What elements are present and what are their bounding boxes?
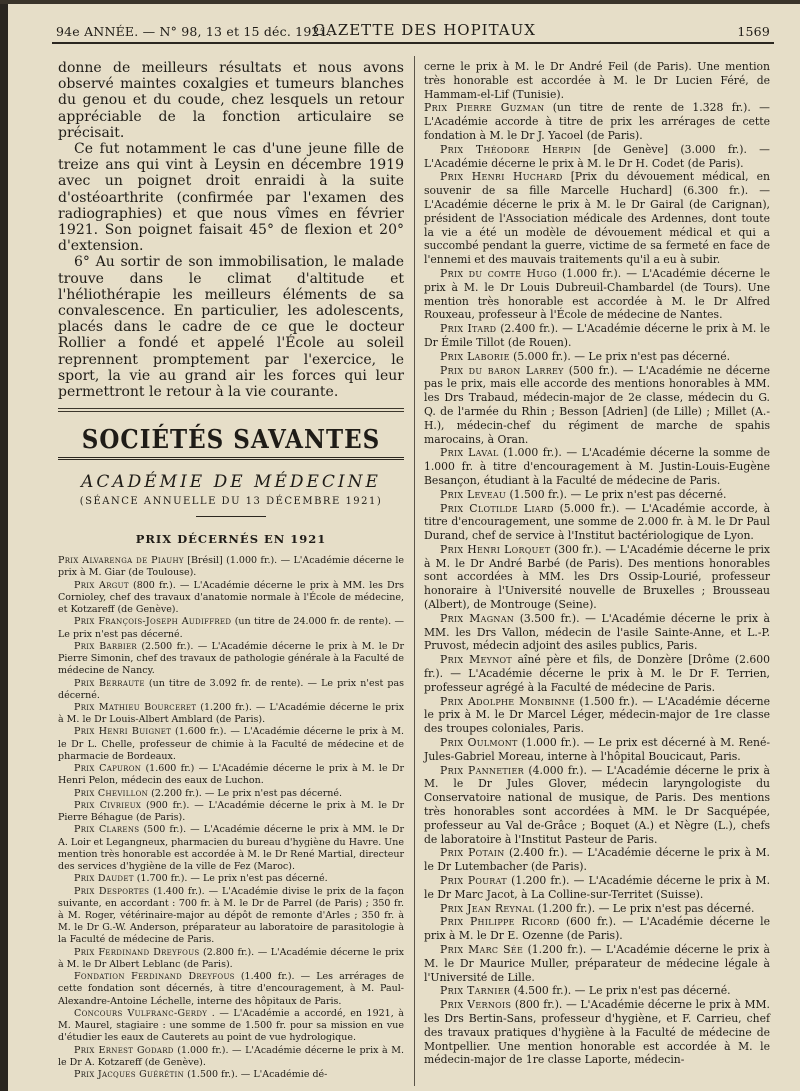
prize-entry [58,678,404,702]
prize-text: (1.000 fr.). — L'Académie décerne le prix à M. le Dr Louis Dubreuil-Chambardel (de Tours). Une mention très honorable est accordée à M. le Dr Alfred Rouxeau, professeur à l'École de médecine de Nantes. [424,266,770,322]
section-rule [58,408,404,409]
prize-text: (2.800 fr.). — L'Académie décerne le prix à M. le Dr Albert Leblanc (de Paris). [58,946,404,970]
prize-entry [58,788,404,800]
prize-text: (600 fr.). — L'Académie décerne le prix à M. le Dr E. Ozenne (de Paris). [424,915,770,943]
prize-text: (500 fr.). — L'Académie ne décerne pas le prix, mais elle accorde des mentions honorables à MM. les Drs Trabaud, médecin-major de 2e classe, médecin du G. Q. de l'armée du Rhin ; Besson [Adrien] (de Lille) ; Millet (A.-H.), médecin-chef du régiment de marche de spahis marocains, à Oran. [424,363,770,446]
prize-name: Prix Berraute [74,677,145,689]
page-top-edge [0,0,800,4]
prize-text: (1.200 fr.). — L'Académie décerne le prix à M. le Dr Marc Jacot, à La Colline-sur-Territet (Suisse). [424,874,771,901]
prize-entry [424,915,770,943]
prize-entry [424,695,770,736]
paragraph: Ce fut notamment le cas d'une jeune fille de treize ans qui vint à Leysin en décembre 1919 avec un poignet droit enraidi à la suite d'ostéoarthrite (confirmée par l'examen des radiographies) et que nous vîmes en février 1921. Son poignet faisait 45° de flexion et 20° d'extension. [58,141,404,255]
prize-text: (4.500 fr.). — Le prix n'est pas décerné. [513,984,731,998]
prize-text: (1.200 fr.). — L'Académie décerne le prix à M. le Dr Maurice Muller, préparateur de médecine légale à l'Université de Lille. [424,943,770,984]
prize-text: aîné père et fils, de Donzère [Drôme (2.600 fr.). — L'Académie décerne le prix à M. le Dr F. Terrien, professeur agrégé à la Faculté de médecine de Paris. [424,653,770,694]
prize-name: Prix Potain [440,846,505,860]
paragraph: donne de meilleurs résultats et nous avons observé maintes coxalgies et tumeurs blanches du genou et du coude, chez lesquels un retour appréciable de la fonction articulaire se précisait. [58,60,404,141]
header-rule [52,42,774,44]
prize-entry [424,488,770,502]
prize-entry [58,763,404,787]
prize-entry [424,543,770,612]
prize-name: Prix Meynot [440,653,513,667]
short-rule [196,516,266,517]
prize-text: (2.200 fr.). — Le prix n'est pas décerné. [151,787,343,799]
prize-text: (500 fr.). — L'Académie décerne le prix à MM. le Dr A. Loir et Legangneux, pharmacien du bureau d'hygiène du Havre. Une mention très honorable est accordée à M. le Dr René Martial, directeur des services d'hygiène de la ville de Fez (Maroc). [58,824,404,873]
section-rule [58,411,404,412]
prize-name: Prix Jean Reynal [440,901,535,915]
prize-entry [424,170,770,267]
prize-name: Prix Henri Buignet [74,726,172,738]
prize-entry [58,800,404,824]
prize-entry [58,1008,404,1045]
prize-name: Prix Argut [74,579,129,591]
prize-entry [424,984,770,998]
prize-entry [424,943,770,984]
prize-entry [424,143,770,171]
prize-entry [424,846,770,874]
page-header [56,18,772,40]
left-column [58,60,404,1081]
prize-name: Prix Mathieu Bourceret [74,702,197,714]
prize-name: Prix François-Joseph Audiffred [74,616,232,628]
prize-name: Prix Pierre Guzman [424,101,545,115]
prize-name: Prix Vernois [440,998,512,1012]
prize-name: Prix Itard [440,322,497,336]
prize-text: (1.600 fr.) — L'Académie décerne le prix à M. le Dr Henri Pelon, médecin des eaux de Luchon. [58,763,404,787]
prize-text: (1.400 fr.). — Les arrérages de cette fondation sont décernés, à titre d'encouragement, à M. Paul-Alexandre-Antoine Léchelle, interne des hôpitaux de Paris. [58,971,404,1007]
prize-text: (1.000 fr.). — L'Académie décerne le prix à M. le Dr A. Kotzareff (de Genève). [58,1044,404,1068]
prize-name: Prix Clarens [74,824,140,836]
issue-info: 94e ANNÉE. — N° 98, 13 et 15 déc. 1921. [56,24,332,39]
prize-text: (900 fr.). — L'Académie décerne le prix à M. le Dr Pierre Béhague (de Paris). [58,799,404,824]
prize-text: (un titre de rente de 1.328 fr.). — L'Académie accorde à titre de prix les arrérages de cette fondation à M. le Dr J. Yacoel (de Paris). [424,101,770,142]
prize-entry [58,555,404,579]
prize-entry [424,764,770,847]
right-column [424,60,770,1067]
prize-entry [58,886,404,947]
prize-name: Prix Leveau [440,487,507,501]
prize-text: (1.000 fr.). — L'Académie décerne la somme de 1.000 fr. à titre d'encouragement à M. Justin-Louis-Eugène Besançon, étudiant à la Faculté de médecine de Paris. [424,446,770,487]
prize-text: (2.500 fr.). — L'Académie décerne le prix à M. le Dr Pierre Simonin, chef des travaux de pathologie générale à la Faculté de médecine de Nancy. [58,640,404,677]
prize-name: Prix Chevillon [74,787,149,799]
prize-entry [424,350,770,364]
paragraph: 6° Au sortir de son immobilisation, le malade trouve dans le climat d'altitude et l'héliothérapie les meilleurs éléments de sa convalescence. En particulier, les adolescents, placés dans le cadre de ce que le docteur Rollier a fondé et appelé l'École au soleil reprennent promptement par l'exercice, le sport, la vie au grand air les forces qui leur permettront le retour à la vie courante. [58,254,404,401]
prize-name: Prix du comte Hugo [440,266,557,280]
prize-text: (2.400 fr.). — L'Académie décerne le prix à M. le Dr Lutembacher (de Paris). [424,846,770,874]
prize-name: Prix Oulmont [440,736,518,750]
prize-name: Prix Pourat [440,874,507,888]
prize-entry [424,364,770,447]
session-subtitle: (SÉANCE ANNUELLE DU 13 DÉCEMBRE 1921) [79,495,383,507]
prize-entry [424,612,770,653]
article-continuation [58,60,404,400]
prize-name: Prix Clotilde Liard [440,501,554,515]
prize-entry [58,1069,404,1081]
section-title: SOCIÉTÉS SAVANTES [81,424,381,456]
prize-text: [Brésil] (1.000 fr.). — L'Académie décerne le prix à M. Giar (de Toulouse). [58,555,404,579]
prize-list-left [58,555,404,1081]
prize-name: Prix Laborie [440,349,510,363]
prize-text: (300 fr.). — L'Académie décerne le prix à M. le Dr André Barbé (de Paris). Des mentions honorables sont accordées à MM. les Drs Ossip-Lourié, professeur honoraire à l'Université nouvelle de Bruxelles ; Brousseau (Albert), de Montrouge (Seine). [424,542,770,612]
prize-text: (un titre de 3.092 fr. de rente). — Le prix n'est pas décerné. [58,677,404,701]
prize-entry [58,824,404,873]
prize-text: (1.700 fr.). — Le prix n'est pas décerné. [136,873,328,885]
paragraph-continuation: cerne le prix à M. le Dr André Feil (de Paris). Une mention très honorable est accordée à M. le Dr Lucien Féré, de Hammam-el-Lif (Tunisie). [424,60,770,101]
prize-entry [58,580,404,617]
prize-text: (1.600 fr.). — L'Académie décerne le prix à M. le Dr L. Chelle, professeur de chimie à la Faculté de médecine et de pharmacie de Bordeaux. [58,726,404,762]
prize-text: (800 fr.). — L'Académie décerne le prix à MM. les Drs Cornioley, chef des travaux d'anatomie normale à l'École de médecine, et Kotzareff (de Genève). [58,579,404,616]
prize-name: Prix du baron Larrey [440,363,564,377]
prize-text: (5.000 fr.). — L'Académie accorde, à titre d'encouragement, une somme de 2.000 fr. à M. le Dr Paul Durand, chef de service à l'Institut bactériologique de Lyon. [424,501,770,543]
publication-title: GAZETTE DES HOPITAUX [313,21,536,39]
prizes-heading: PRIX DÉCERNÉS EN 1921 [135,531,327,546]
prize-text: (2.400 fr.). — L'Académie décerne le prix à M. le Dr Émile Tillot (de Rouen). [424,322,770,349]
prize-name: Prix Théodore Herpin [440,142,581,156]
prize-text: [de Genève] (3.000 fr.). — L'Académie décerne le prix à M. le Dr H. Codet (de Paris). [424,142,770,170]
prize-entry [424,502,770,543]
prize-name: Prix Jacques Guérétin [74,1069,185,1081]
column-divider [414,56,415,1086]
prize-name: Prix Laval [440,446,499,460]
prize-entry [58,616,404,640]
prize-text: (1.500 fr.). — L'Académie dé- [187,1069,328,1081]
prize-name: Prix Ferdinand Dreyfous [74,946,200,958]
prize-entry [424,101,770,142]
prize-text: (1.200 fr.). — Le prix n'est pas décerné. [537,901,755,915]
prize-entry [424,322,770,350]
prize-text: (1.200 fr.). — L'Académie décerne le prix à M. le Dr Louis-Albert Amblard (de Paris). [58,702,404,726]
prize-name: Prix Pannetier [440,763,524,777]
prize-text: . — L'Académie a accordé, en 1921, à M. Maurel, stagiaire : une somme de 1.500 fr. pour sa mission en vue d'étudier les eaux de Cauterets au point de vue hydrologique. [58,1007,404,1044]
prize-entry [58,873,404,885]
prize-entry [424,874,770,902]
prize-entry [424,902,770,916]
prize-entry [424,653,770,694]
prize-entry [424,267,770,322]
prize-name: Prix Daudet [74,873,134,885]
prize-entry [58,1045,404,1069]
prize-name: Prix Ernest Godard [74,1044,174,1056]
prize-text: (un titre de 24.000 fr. de rente). — Le prix n'est pas décerné. [58,616,405,640]
page-binding-edge [0,0,8,1091]
prize-entry [58,726,404,763]
prize-name: Prix Tarnier [440,984,511,998]
prize-name: Prix Magnan [440,611,515,625]
prize-text: (1.000 fr.). — Le prix est décerné à M. René-Jules-Gabriel Moreau, interne à l'hôpital Boucicaut, Paris. [424,736,771,763]
prize-name: Prix Desportes [74,885,150,897]
prize-entry [424,446,770,487]
section-double-rule [58,457,404,460]
prize-name: Fondation Ferdinand Dreyfous [74,971,235,983]
prize-text: (1.400 fr.). — L'Académie divise le prix de la façon suivante, en accordant : 700 fr. à M. le Dr de Parrel (de Paris) ; 350 fr. à M. Roger, vétérinaire-major au dépôt de remonte d'Arles ; 350 fr. à M. le Dr G.-W. Anderson, préparateur au laboratoire de parasitologie à la Faculté de médecine de Paris. [58,885,404,946]
prize-text: (4.000 fr.). — L'Académie décerne le prix à M. le Dr Jules Glover, médecin laryngologiste du Conservatoire national de musique, de Paris. Des mentions très honorables sont accordées à MM. le Dr Sacquépée, professeur au Val de-Grâce ; Boquet (A.) et Nègre (L.), chefs de laboratoire à l'Institut Pasteur de Paris. [424,763,770,846]
prize-entry [424,998,770,1067]
prize-entry [424,736,770,764]
page-number: 1569 [737,24,770,39]
prize-text: (1.500 fr.). — L'Académie décerne le prix à M. le Dr Marcel Léger, médecin-major de 1re classe des troupes coloniales, Paris. [424,694,770,736]
prize-name: Prix Adolphe Monbinne [440,694,576,708]
prize-name: Prix Marc Sée [440,943,524,956]
prize-name: Prix Philippe Ricord [440,915,560,929]
prize-entry [58,971,404,1008]
prize-name: Prix Henri Lorquet [440,542,551,556]
prize-name: Prix Henri Huchard [440,170,563,184]
society-title: ACADÉMIE DE MÉDECINE [81,471,381,492]
prize-entry [58,947,404,971]
prize-entry [58,702,404,726]
prize-entry [58,641,404,678]
prize-list-right [424,101,770,1067]
prize-name: Prix Civrieux [74,799,142,811]
prize-text: [Prix du dévouement médical, en souvenir de sa fille Marcelle Huchard] (6.300 fr.). — L'Académie décerne le prix à M. le Dr Gairal (de Carignan), président de l'Association médicale des Ardennes, dont toute la vie a été un modèle de dévouement médical et qui a succombé pendant la guerre, victime de sa fermeté en face de l'ennemi et des mauvais traitements qu'il a eu à subir. [424,170,770,267]
prize-text: (1.500 fr.). — Le prix n'est pas décerné. [509,487,727,501]
prize-name: Prix Alvarenga de Piauhy [58,555,184,567]
prize-text: (3.500 fr.). — L'Académie décerne le prix à MM. les Drs Vallon, médecin de l'asile Sainte-Anne, et L.-P. Pruvost, médecin adjoint des asiles publics, Paris. [424,611,770,653]
prize-text: (5.000 fr.). — Le prix n'est pas décerné. [513,349,731,363]
prize-name: Prix Capuron [74,763,142,775]
prize-name: Prix Barbier [74,640,137,652]
prize-name: Concours Vulfranc-Gerdy [74,1007,208,1019]
prize-text: (800 fr.). — L'Académie décerne le prix à MM. les Drs Bertin-Sans, professeur d'hygiène, et F. Carrieu, chef des travaux pratiques d'hygiène à la Faculté de médecine de Montpellier. Une mention honorable est accordée à M. le médecin-major de 1re classe Laporte, médecin- [424,998,770,1067]
